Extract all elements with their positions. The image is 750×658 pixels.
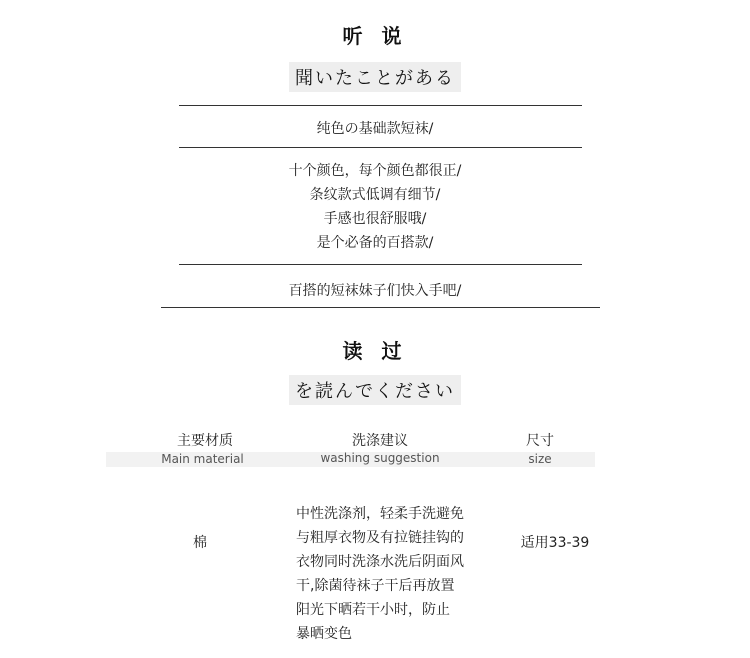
divider [161,307,600,308]
subtitle-jp-text: を読んでください [289,375,461,405]
material-value: 棉 [193,535,207,551]
feature-line: 手感也很舒服哦/ [323,211,427,227]
header-material-cn: 主要材质 [177,433,233,449]
washing-line: 暴晒变色 [296,626,352,642]
washing-line: 阳光下晒若干小时，防止 [296,602,450,618]
section-subtitle-jp [0,375,750,405]
closing-line: 百搭的短袜妹子们快入手吧/ [288,283,462,299]
section-subtitle-jp [0,62,750,92]
feature-line: 条纹款式低调有细节/ [309,187,441,203]
section-title-listen: 听 说 [342,24,408,48]
section-title-read: 读 过 [342,339,408,363]
divider [179,147,582,148]
washing-text [296,502,476,646]
washing-line: 中性洗涤剂，轻柔手洗避免 [296,506,464,522]
header-size-cn: 尺寸 [526,433,554,449]
header-material-en: Main material [161,452,244,466]
header-washing-cn: 洗涤建议 [352,433,408,449]
feature-line: 十个颜色，每个颜色都很正/ [288,163,462,179]
divider [179,264,582,265]
size-value: 适用33-39 [520,535,590,551]
washing-line: 衣物同时洗涤水洗后阴面风 [296,554,464,570]
subtitle-jp-text: 聞いたことがある [289,62,461,92]
washing-line: 与粗厚衣物及有拉链挂钩的 [296,530,464,546]
intro-line: 纯色の基础款短袜/ [316,121,434,137]
header-washing-en: washing suggestion [320,451,440,465]
washing-line: 干,除菌待袜子干后再放置 [296,578,455,594]
feature-line: 是个必备的百搭款/ [316,235,434,251]
header-size-en: size [528,452,552,466]
divider [179,105,582,106]
